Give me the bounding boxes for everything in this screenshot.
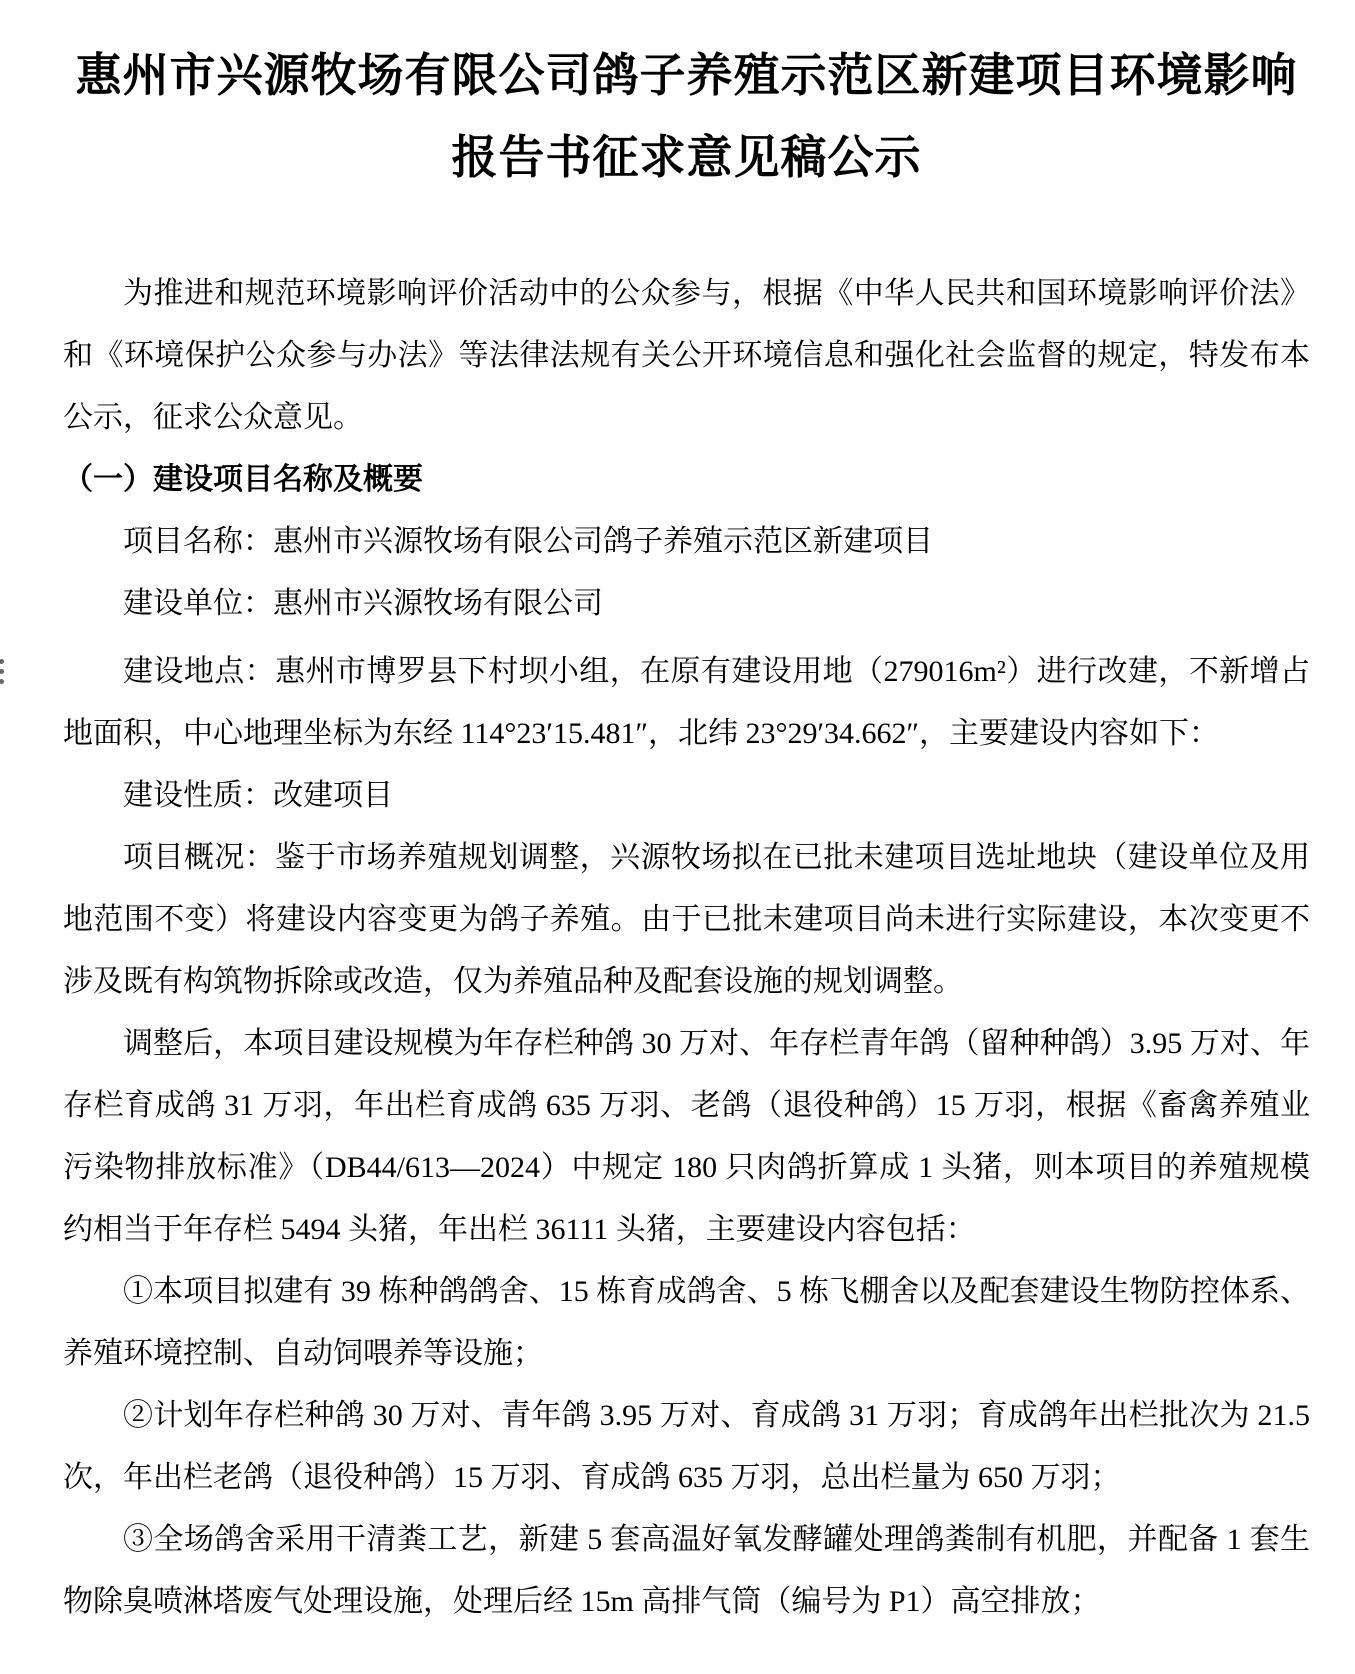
paragraph-construction-site: 建设地点：惠州市博罗县下村坝小组，在原有建设用地（279016m²）进行改建，不新增占地面积，中心地理坐标为东经 114°23′15.481″，北纬 23°29′34.662″，主要建设内容如下： [63, 655, 1310, 750]
paragraph-construction-nature: 建设性质：改建项目 [123, 779, 393, 812]
section-heading-project-name-summary: （一）建设项目名称及概要 [63, 463, 423, 496]
paragraph-adjusted-scale: 调整后，本项目建设规模为年存栏种鸽 30 万对、年存栏青年鸽（留种种鸽）3.95 万对、年存栏育成鸽 31 万羽，年出栏育成鸽 635 万羽、老鸽（退役种鸽）15 万羽，根据《畜禽养殖业污染物排放标准》（DB44/613—2024）中规定 180 只肉鸽折算成 1 头猪，则本项目的养殖规模约相当于年存栏 5494 头猪，年出栏 36111 头猪，主要建设内容包括： [63, 1027, 1310, 1246]
paragraph-item-1: ①本项目拟建有 39 栋种鸽鸽舍、15 栋育成鸽舍、5 栋飞棚舍以及配套建设生物防控体系、养殖环境控制、自动饲喂养等设施； [63, 1275, 1310, 1370]
document-title-line-1: 惠州市兴源牧场有限公司鸽子养殖示范区新建项目环境影响 [75, 48, 1298, 102]
paragraph-item-2: ②计划年存栏种鸽 30 万对、青年鸽 3.95 万对、育成鸽 31 万羽；育成鸽年出栏批次为 21.5 次，年出栏老鸽（退役种鸽）15 万羽、育成鸽 635 万羽，总出栏量为 650 万羽； [63, 1399, 1310, 1494]
handle-dot [0, 669, 4, 674]
paragraph-project-overview: 项目概况：鉴于市场养殖规划调整，兴源牧场拟在已批未建项目选址地块（建设单位及用地范围不变）将建设内容变更为鸽子养殖。由于已批未建项目尚未进行实际建设，本次变更不涉及既有构筑物拆除或改造，仅为养殖品种及配套设施的规划调整。 [63, 841, 1310, 998]
handle-dot [0, 679, 4, 684]
drag-handle-icon[interactable] [0, 659, 4, 684]
paragraph-item-3: ③全场鸽舍采用干清粪工艺，新建 5 套高温好氧发酵罐处理鸽粪制有机肥，并配备 1 套生物除臭喷淋塔废气处理设施，处理后经 15m 高排气筒（编号为 P1）高空排放； [63, 1523, 1310, 1618]
paragraph-construction-unit: 建设单位：惠州市兴源牧场有限公司 [123, 587, 603, 620]
paragraph-project-name: 项目名称：惠州市兴源牧场有限公司鸽子养殖示范区新建项目 [123, 525, 933, 558]
handle-dot [0, 659, 4, 664]
paragraph-intro: 为推进和规范环境影响评价活动中的公众参与，根据《中华人民共和国环境影响评价法》和《环境保护公众参与办法》等法律法规有关公开环境信息和强化社会监督的规定，特发布本公示，征求公众意见。 [63, 277, 1310, 434]
document-title-line-2: 报告书征求意见稿公示 [451, 130, 922, 184]
document-title [0, 34, 1355, 198]
document-body [0, 263, 1355, 1633]
